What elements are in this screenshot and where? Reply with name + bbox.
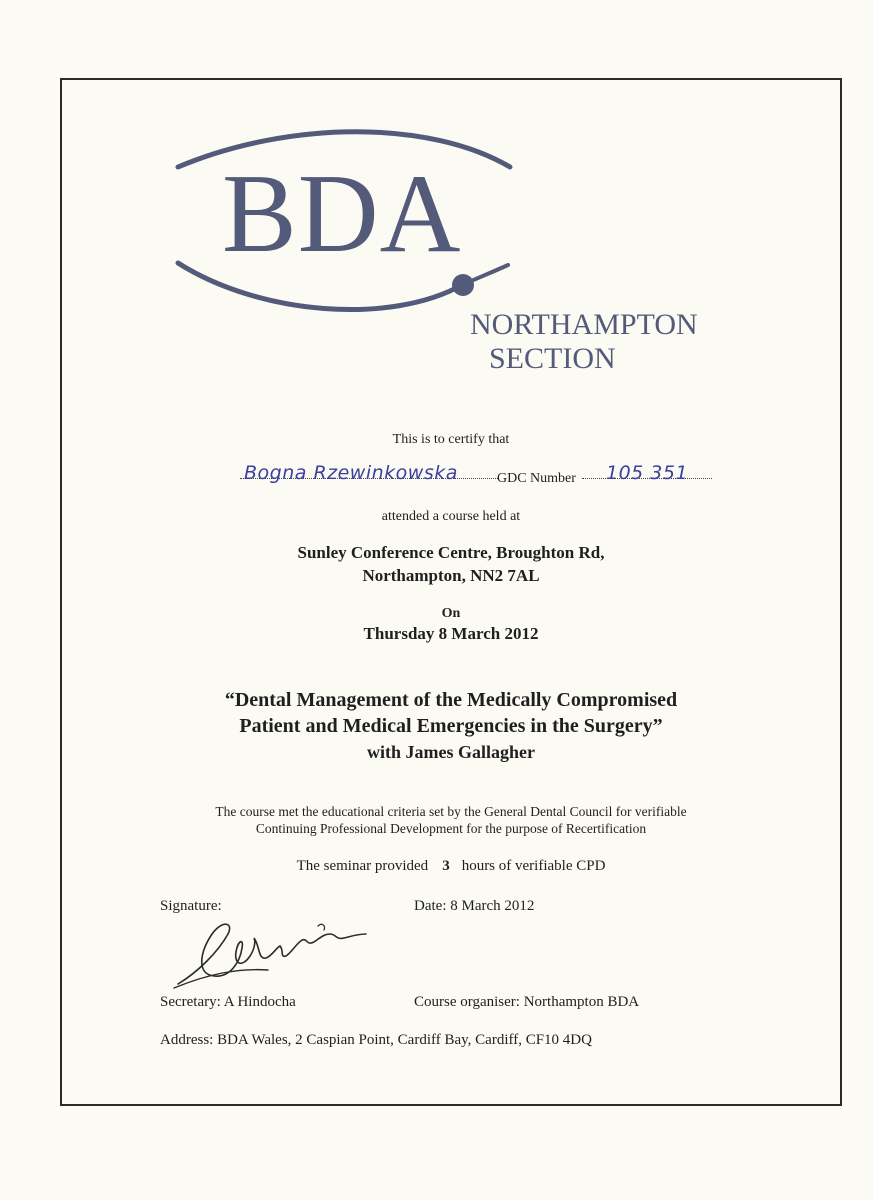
signature-label: Signature: (160, 898, 222, 914)
course-presenter: with James Gallagher (367, 742, 535, 762)
criteria-line1: The course met the educational criteria set by the General Dental Council for verifiable (215, 804, 687, 819)
seminar-cpd-line (60, 858, 842, 875)
section-name-line2: SECTION (489, 342, 616, 375)
address-line: Address: BDA Wales, 2 Caspian Point, Cardiff Bay, Cardiff, CF10 4DQ (160, 1032, 592, 1048)
course-date: Thursday 8 March 2012 (363, 624, 539, 643)
seminar-prefix: The seminar provided (296, 858, 429, 874)
seminar-suffix: hours of verifiable CPD (461, 858, 606, 874)
secretary-name: Secretary: A Hindocha (160, 994, 296, 1010)
recipient-name-handwritten: Bogna Rzewinkowska (244, 462, 458, 484)
venue-line2: Northampton, NN2 7AL (362, 566, 540, 585)
course-title-line2: Patient and Medical Emergencies in the Surgery” (239, 715, 663, 737)
criteria-line2: Continuing Professional Development for the purpose of Recertification (255, 821, 647, 836)
section-name-line1: NORTHAMPTON (470, 308, 698, 341)
recipient-row (240, 458, 720, 492)
bda-logo-text: BDA (222, 152, 462, 276)
course-organiser: Course organiser: Northampton BDA (414, 994, 640, 1010)
attended-text: attended a course held at (381, 509, 521, 524)
on-label: On (441, 606, 461, 621)
handwritten-signature (168, 912, 378, 992)
seminar-hours: 3 (442, 858, 450, 874)
certify-text: This is to certify that (392, 432, 510, 447)
issue-date: Date: 8 March 2012 (414, 898, 535, 914)
venue-line1: Sunley Conference Centre, Broughton Rd, (297, 543, 605, 562)
gdc-number-handwritten: 105 351 (606, 462, 689, 484)
gdc-number-label: GDC Number (497, 471, 576, 486)
course-title-line1: “Dental Management of the Medically Compromised (224, 689, 678, 711)
